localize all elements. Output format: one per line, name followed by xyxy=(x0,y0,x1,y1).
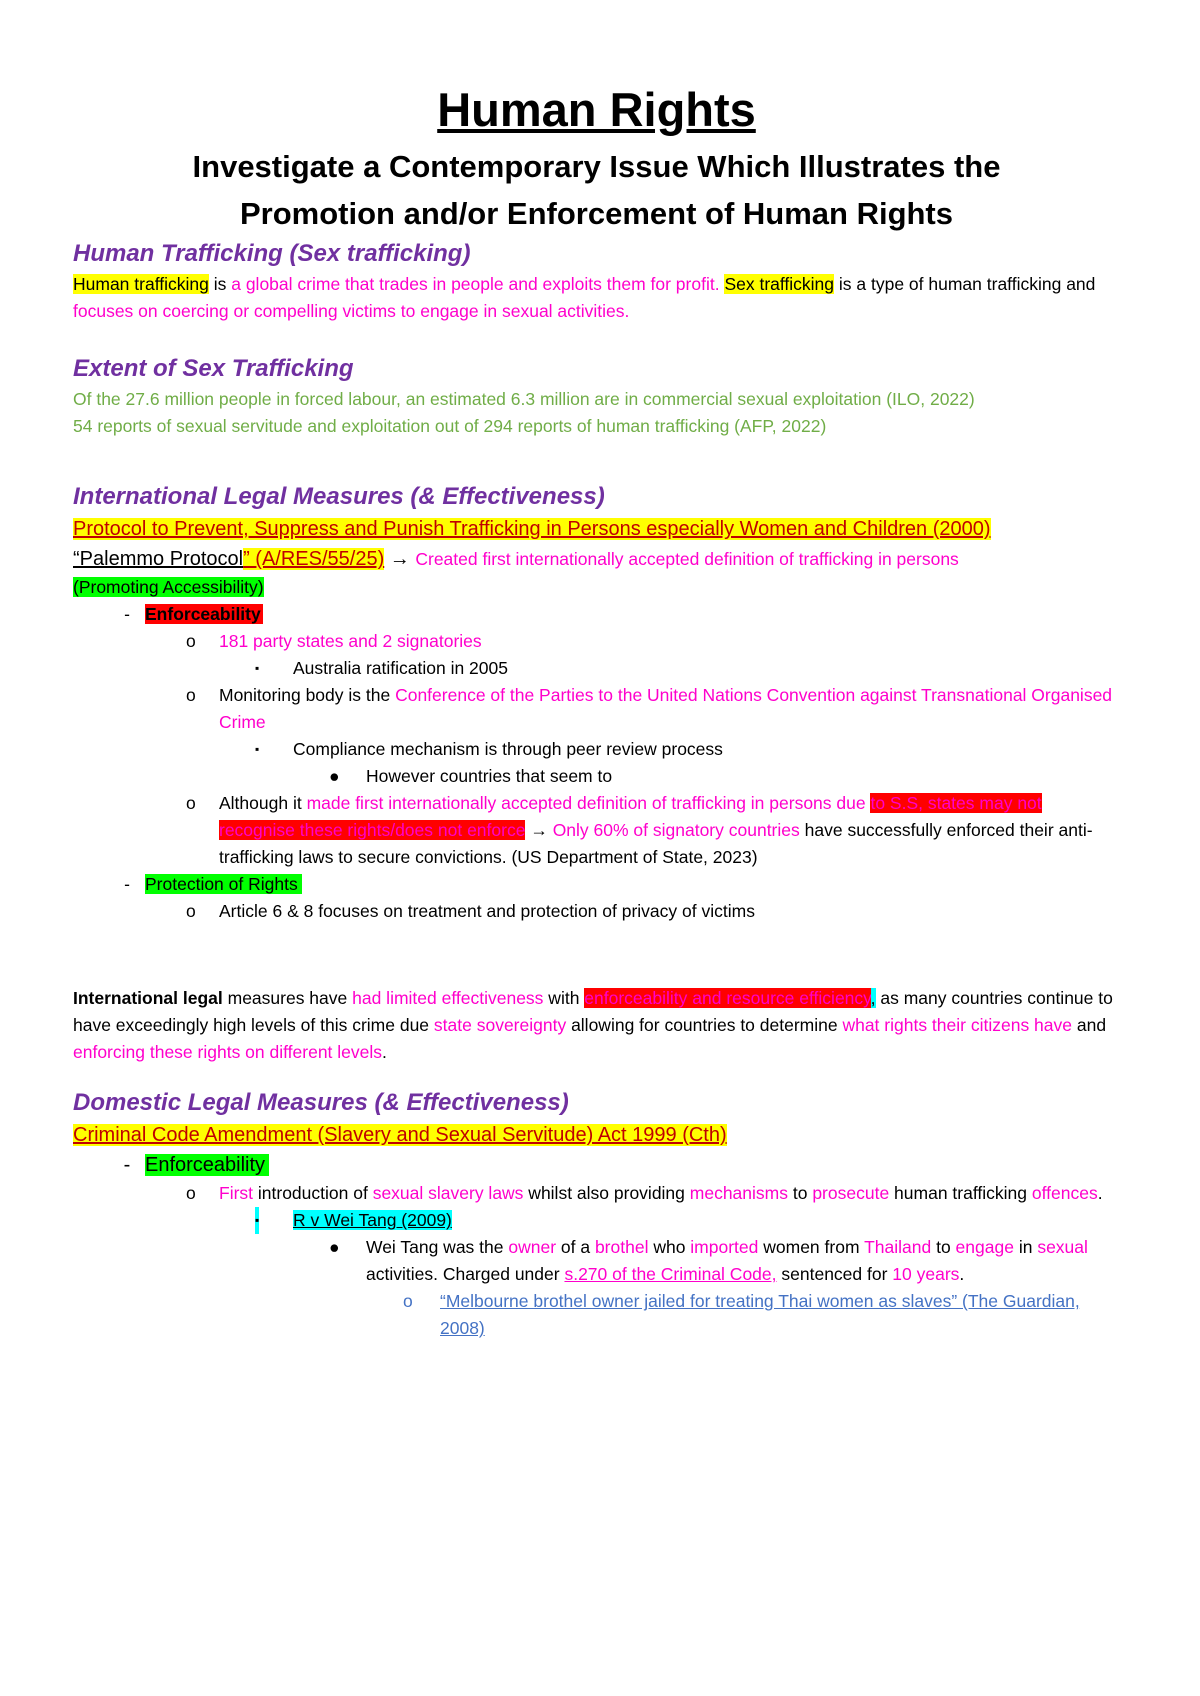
dash-marker: - xyxy=(123,1154,131,1177)
definition-paragraph xyxy=(73,271,1120,325)
list-item xyxy=(73,655,1120,682)
text-run: 10 years xyxy=(892,1264,960,1285)
text-run: Although it xyxy=(219,793,307,814)
list-item xyxy=(73,1180,1120,1207)
text-run: to xyxy=(931,1237,956,1258)
case-name: R v Wei Tang (2009) xyxy=(293,1210,452,1231)
enforceability-label xyxy=(124,604,263,625)
text-run: ” (A/RES/55/25) xyxy=(243,548,385,571)
bullet-marker: o xyxy=(186,901,196,922)
text-run: . xyxy=(959,1264,965,1285)
highlight-term: Sex trafficking xyxy=(724,274,835,295)
list-item xyxy=(73,736,1120,763)
bullet-marker: ▪ xyxy=(255,742,260,757)
text-run: allowing for countries to determine xyxy=(566,1015,843,1036)
list-item xyxy=(73,1150,1120,1180)
text-run: . xyxy=(382,1042,387,1063)
text-run: women from xyxy=(758,1237,865,1258)
text-run: as many countries continue to have exceedingly high levels of this crime due xyxy=(73,988,1113,1036)
dash-marker: - xyxy=(124,874,130,895)
text-run: offences xyxy=(1031,1183,1098,1204)
text-run: made first internationally accepted definition of trafficking in persons due xyxy=(306,793,871,814)
text-run: Wei Tang was the xyxy=(366,1237,509,1258)
text-run: enforceability and resource efficiency xyxy=(584,988,871,1009)
dash-marker: - xyxy=(124,604,130,625)
list-item xyxy=(73,1234,1120,1288)
subtitle-line-2: Promotion and/or Enforcement of Human Rights xyxy=(239,195,953,231)
highlight-term: Human trafficking xyxy=(73,274,209,295)
protocol-title-text: Protocol to Prevent, Suppress and Punish Trafficking in Persons especially Women and Children (2000) xyxy=(73,518,991,541)
text-run: focuses on coercing or compelling victims to engage in sexual activities. xyxy=(73,301,630,322)
subtitle-line-1: Investigate a Contemporary Issue Which Illustrates the xyxy=(192,149,1001,185)
text-run: “Palemmo Protocol xyxy=(73,548,244,571)
heading-international: International Legal Measures (& Effectiveness) xyxy=(73,483,605,511)
text-run: brothel xyxy=(594,1237,649,1258)
text-run: to xyxy=(788,1183,813,1204)
page-subtitle xyxy=(73,144,1120,237)
list-item xyxy=(73,763,1120,790)
text-run: human trafficking xyxy=(889,1183,1032,1204)
text-run: what rights their citizens have xyxy=(842,1015,1073,1036)
promoting-accessibility xyxy=(73,574,1120,601)
list-item xyxy=(73,898,1120,925)
guardian-article-link[interactable]: “Melbourne brothel owner jailed for treating Thai women as slaves” (The Guardian, 2008) xyxy=(440,1291,1080,1339)
list-item xyxy=(73,682,1120,736)
extent-stat-1: Of the 27.6 million people in forced labour, an estimated 6.3 million are in commercial sexual exploitation (ILO, 2022) xyxy=(73,389,975,410)
text-run: state sovereignty xyxy=(433,1015,567,1036)
text-run: . xyxy=(1097,1183,1103,1204)
text-run: imported xyxy=(690,1237,759,1258)
bullet-marker: o xyxy=(403,1291,413,1312)
text-run: is xyxy=(208,274,232,295)
bullet-marker: o xyxy=(186,793,196,814)
text-run: , xyxy=(870,988,876,1009)
text-run: prosecute xyxy=(812,1183,890,1204)
text-run: enforcing these rights on different levels xyxy=(73,1042,383,1063)
international-summary xyxy=(73,985,1120,1066)
list-item xyxy=(73,790,1120,871)
list-item xyxy=(73,871,1120,898)
text-run: Compliance mechanism is through peer review process xyxy=(293,739,723,760)
page-title: Human Rights xyxy=(437,83,756,136)
text-run: activities. Charged under xyxy=(366,1264,565,1285)
list-item xyxy=(73,1288,1120,1342)
text-run: Created first internationally accepted definition of trafficking in persons xyxy=(415,549,959,570)
protocol-title xyxy=(73,514,1120,544)
text-run: Article 6 & 8 focuses on treatment and protection of privacy of victims xyxy=(219,901,755,922)
text-run: Enforceability xyxy=(145,1154,266,1177)
text-run: Conference of the Parties to the United Nations Convention against Transnational Organised Crime xyxy=(219,685,1113,733)
text-run: have successfully enforced their anti-trafficking laws to secure convictions. (US Department of State, 2023) xyxy=(219,820,1093,868)
bullet-marker: ● xyxy=(329,766,340,787)
list-item xyxy=(73,601,1120,628)
protection-label xyxy=(124,874,302,895)
text-run: mechanisms xyxy=(689,1183,788,1204)
bullet-marker: o xyxy=(186,685,196,706)
text-run: However countries that seem to xyxy=(366,766,613,787)
text-run: First xyxy=(219,1183,254,1204)
bullet-marker: ▪ xyxy=(255,1207,259,1234)
text-run: and xyxy=(1072,1015,1107,1036)
highlight-label: (Promoting Accessibility) xyxy=(73,577,264,598)
text-run: sexual xyxy=(1037,1237,1088,1258)
text-run: Only 60% of signatory countries xyxy=(552,820,800,841)
text-run: measures have xyxy=(222,988,353,1009)
text-run: Thailand xyxy=(864,1237,932,1258)
act-title xyxy=(73,1120,1120,1150)
text-run: 181 party states and 2 signatories xyxy=(219,631,482,652)
text-run: sentenced for xyxy=(776,1264,893,1285)
arrow-icon: → xyxy=(384,548,416,571)
text-run: who xyxy=(648,1237,691,1258)
heading-extent: Extent of Sex Trafficking xyxy=(73,355,354,383)
list-item xyxy=(73,1207,1120,1234)
palermo-line xyxy=(73,544,1120,574)
text-run: s.270 of the Criminal Code, xyxy=(564,1264,777,1285)
text-run: of a xyxy=(556,1237,595,1258)
text-run: had limited effectiveness xyxy=(352,988,544,1009)
bullet-marker: o xyxy=(186,631,196,652)
text-run: International legal xyxy=(73,988,223,1009)
text-run: is a type of human trafficking and xyxy=(834,274,1096,295)
text-run: Australia ratification in 2005 xyxy=(293,658,508,679)
extent-stat-2: 54 reports of sexual servitude and exploitation out of 294 reports of human trafficking (AFP, 2022) xyxy=(73,416,827,437)
text-run: with xyxy=(543,988,585,1009)
list-item xyxy=(73,628,1120,655)
heading-domestic: Domestic Legal Measures (& Effectiveness) xyxy=(73,1089,569,1117)
bullet-marker: o xyxy=(186,1183,196,1204)
bullet-marker: ▪ xyxy=(255,661,260,676)
arrow-icon: → xyxy=(525,820,553,841)
text-run: Monitoring body is the xyxy=(219,685,396,706)
text-run: a global crime that trades in people and exploits them for profit. xyxy=(231,274,720,295)
act-title-text: Criminal Code Amendment (Slavery and Sexual Servitude) Act 1999 (Cth) xyxy=(73,1124,727,1147)
text-run: Enforceability xyxy=(145,604,261,625)
text-run: to S.S, states may not recognise these rights/does not enforce xyxy=(219,793,1042,841)
text-run: in xyxy=(1013,1237,1038,1258)
heading-human-trafficking: Human Trafficking (Sex trafficking) xyxy=(73,240,471,268)
text-run: sexual slavery laws xyxy=(372,1183,524,1204)
text-run: whilst also providing xyxy=(523,1183,690,1204)
text-run: engage xyxy=(955,1237,1014,1258)
text-run: introduction of xyxy=(253,1183,373,1204)
text-run: owner xyxy=(508,1237,557,1258)
bullet-marker: ● xyxy=(329,1237,340,1258)
domestic-enforceability-label xyxy=(123,1154,269,1177)
text-run: Protection of Rights xyxy=(145,874,298,895)
